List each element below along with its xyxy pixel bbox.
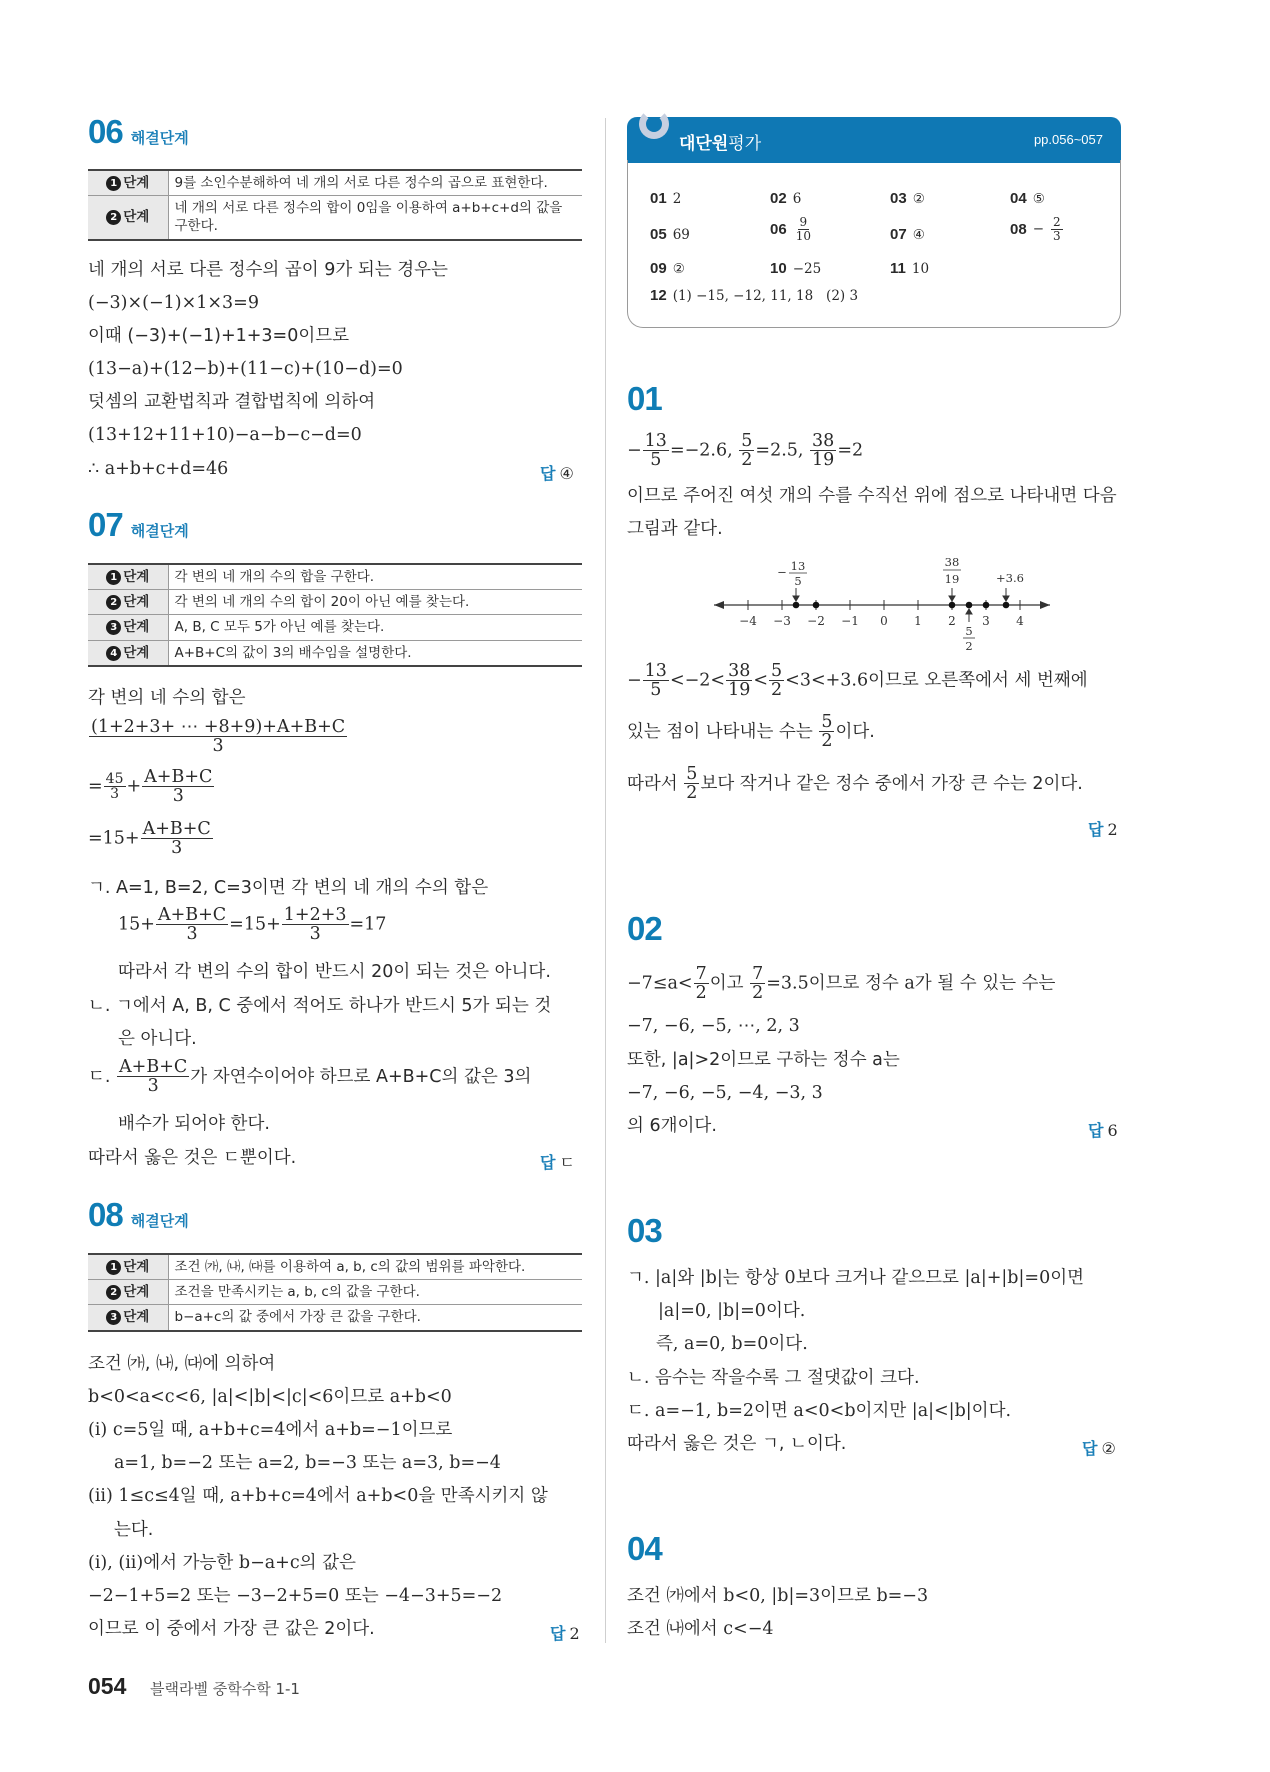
title-rest: 평가 bbox=[728, 134, 762, 154]
r-q02-number: 02 bbox=[627, 910, 662, 947]
fraction: $\frac{7}{2}$ bbox=[695, 964, 707, 1004]
step-text: b−a+c의 값 중에서 가장 큰 값을 구한다. bbox=[174, 1309, 421, 1326]
r-q03-answer bbox=[1082, 1436, 1116, 1459]
fraction bbox=[794, 216, 813, 242]
tick-label: −1 bbox=[841, 614, 859, 628]
tick-label: 3 bbox=[982, 614, 990, 628]
item-value: 69 bbox=[672, 226, 690, 243]
step-number-icon: 2 bbox=[106, 210, 121, 225]
fraction bbox=[769, 662, 784, 700]
denominator: 19 bbox=[812, 450, 835, 471]
r-q02-line3: 또한, |a|>2이므로 구하는 정수 a는 bbox=[627, 1050, 900, 1070]
numerator: 5 bbox=[821, 712, 833, 732]
r-q03-line: ㄱ. |a|와 |b|는 항상 0보다 크거나 같으므로 |a|+|b|=0이면 bbox=[627, 1268, 1085, 1288]
table-row bbox=[88, 1280, 582, 1305]
q08-number: 08 bbox=[88, 1196, 123, 1233]
q07-answer bbox=[540, 1150, 575, 1173]
table-row bbox=[88, 564, 582, 590]
r-q03-line: 즉, a=0, b=0이다. bbox=[656, 1334, 808, 1354]
step-number-icon: 4 bbox=[106, 646, 121, 661]
denominator: 10 bbox=[795, 228, 811, 243]
summary-item bbox=[770, 190, 801, 207]
answer-value: 2 bbox=[1107, 820, 1118, 839]
eq-text: =15+ bbox=[88, 828, 140, 849]
fraction: $\frac{7}{2}$ bbox=[752, 964, 764, 1004]
table-row bbox=[88, 590, 582, 615]
step-label: 단계 bbox=[123, 569, 150, 585]
summary-title bbox=[679, 129, 761, 154]
item-key: 11 bbox=[890, 260, 906, 277]
summary-item bbox=[650, 260, 685, 277]
q07-number: 07 bbox=[88, 506, 123, 543]
r-q03-line: ㄴ. 음수는 작을수록 그 절댓값이 크다. bbox=[627, 1368, 920, 1388]
step-text: A+B+C의 값이 3의 배수임을 설명한다. bbox=[174, 644, 412, 661]
item-value: 6 bbox=[792, 190, 802, 207]
table-row bbox=[88, 1254, 582, 1280]
book-title: 블랙라벨 중학수학 1-1 bbox=[150, 1680, 300, 1698]
q08-line: (i), (ii)에서 가능한 b−a+c의 값은 bbox=[88, 1553, 356, 1573]
svg-text:38: 38 bbox=[944, 555, 960, 569]
r-q03-line: ㄷ. a=−1, b=2이면 a<0<b이지만 |a|<|b|이다. bbox=[627, 1401, 1012, 1421]
step-text: 9를 소인수분해하여 네 개의 서로 다른 정수의 곱으로 표현한다. bbox=[168, 170, 582, 196]
eq-text: =17 bbox=[349, 914, 387, 935]
r-q01-text2: 그림과 같다. bbox=[627, 519, 723, 539]
numerator: 13 bbox=[644, 431, 667, 451]
step-text: A, B, C 모두 5가 아닌 예를 찾는다. bbox=[168, 615, 582, 640]
q07-eq2 bbox=[88, 768, 215, 806]
answer-label: 답 bbox=[550, 1624, 566, 1643]
fraction bbox=[156, 906, 228, 944]
summary-item bbox=[890, 190, 925, 207]
svg-text:−: − bbox=[777, 565, 787, 579]
item-key: 01 bbox=[650, 190, 667, 207]
fraction bbox=[684, 765, 699, 803]
eq-text: ㄷ. bbox=[88, 1066, 111, 1087]
svg-text:2: 2 bbox=[965, 639, 973, 653]
item-sign: − bbox=[1032, 221, 1044, 238]
step-label: 단계 bbox=[123, 1284, 150, 1301]
q07-giyeok-conclusion: 따라서 각 변의 수의 합이 반드시 20이 되는 것은 아니다. bbox=[118, 962, 551, 982]
q06-answer bbox=[540, 461, 574, 484]
fraction bbox=[819, 713, 834, 751]
r-q04-line: 조건 ㈎에서 b<0, |b|=3이므로 b=−3 bbox=[627, 1586, 929, 1606]
answer-value: ④ bbox=[559, 464, 574, 483]
q07-giyeok-line: ㄱ. A=1, B=2, C=3이면 각 변의 네 개의 수의 합은 bbox=[88, 878, 489, 898]
q08-heading bbox=[88, 1196, 189, 1234]
fraction bbox=[104, 772, 126, 802]
item-value: 10 bbox=[911, 260, 930, 277]
denominator: 3 bbox=[171, 838, 183, 859]
r-q02-heading bbox=[627, 910, 662, 948]
q08-line: −2−1+5=2 또는 −3−2+5=0 또는 −4−3+5=−2 bbox=[88, 1586, 503, 1606]
svg-text:13: 13 bbox=[790, 559, 806, 573]
answer-value: ㄷ bbox=[559, 1153, 575, 1172]
fraction bbox=[142, 768, 214, 806]
q08-answer bbox=[550, 1621, 580, 1644]
table-row bbox=[88, 196, 582, 240]
denominator: 5 bbox=[650, 680, 662, 701]
q08-line: 는다. bbox=[114, 1520, 154, 1540]
denominator: 5 bbox=[650, 450, 662, 471]
r-q03-heading bbox=[627, 1212, 662, 1250]
numerator: 1+2+3 bbox=[283, 905, 347, 925]
item-value: ⑤ bbox=[1032, 190, 1045, 207]
fraction bbox=[282, 906, 349, 944]
tick-label: 4 bbox=[1016, 614, 1024, 628]
step-text: 각 변의 네 개의 수의 합이 20이 아닌 예를 찾는다. bbox=[168, 590, 582, 615]
r-q03-line: 따라서 옳은 것은 ㄱ, ㄴ이다. bbox=[627, 1434, 847, 1454]
eq-text: =−2.6, bbox=[669, 440, 733, 461]
summary-item bbox=[650, 226, 690, 243]
item-key: 02 bbox=[770, 190, 787, 207]
item-key: 04 bbox=[1010, 190, 1027, 207]
step-text: 네 개의 서로 다른 정수의 합이 0임을 이용하여 a+b+c+d의 값을 구한다. bbox=[174, 200, 563, 235]
item-key: 03 bbox=[890, 190, 907, 207]
ring-decoration-icon bbox=[639, 109, 669, 139]
eq-text: 이다. bbox=[835, 721, 875, 742]
q07-intro: 각 변의 네 수의 합은 bbox=[88, 688, 246, 708]
summary-header bbox=[627, 117, 1121, 163]
numerator: A+B+C bbox=[142, 819, 211, 839]
denominator: 3 bbox=[309, 924, 321, 945]
r-q01-number: 01 bbox=[627, 380, 662, 417]
fraction bbox=[810, 432, 836, 470]
step-label: 단계 bbox=[123, 209, 150, 226]
answer-label: 답 bbox=[1088, 820, 1104, 839]
eq-text: = bbox=[88, 776, 103, 797]
q07-nieun-line2: 은 아니다. bbox=[118, 1029, 197, 1049]
summary-item bbox=[770, 216, 814, 242]
tick-label: −2 bbox=[807, 614, 825, 628]
item-value: (1) −15, −12, 11, 18 (2) 3 bbox=[672, 287, 859, 304]
q06-steps-table bbox=[88, 169, 582, 241]
q06-line: 네 개의 서로 다른 정수의 곱이 9가 되는 경우는 bbox=[88, 260, 448, 280]
item-key: 07 bbox=[890, 226, 907, 243]
item-value: ④ bbox=[912, 226, 925, 243]
item-key: 05 bbox=[650, 226, 667, 243]
svg-text:5: 5 bbox=[794, 574, 802, 588]
step-label: 단계 bbox=[123, 594, 150, 611]
q06-line: (−3)×(−1)×1×3=9 bbox=[88, 293, 259, 313]
step-text: 각 변의 네 개의 수의 합을 구한다. bbox=[168, 564, 582, 590]
fraction bbox=[726, 662, 752, 700]
r-q01-text1: 이므로 주어진 여섯 개의 수를 수직선 위에 점으로 나타내면 다음 bbox=[627, 486, 1117, 506]
fraction bbox=[643, 662, 669, 700]
numerator: (1+2+3+ ⋯ +8+9)+A+B+C bbox=[91, 717, 346, 737]
q06-label: 해결단계 bbox=[130, 129, 189, 147]
step-number-icon: 3 bbox=[106, 1310, 121, 1325]
denominator: 2 bbox=[686, 783, 698, 804]
q08-steps-table bbox=[88, 1253, 582, 1332]
answer-label: 답 bbox=[540, 1153, 556, 1172]
eq-text: =3.5이므로 정수 a가 될 수 있는 수는 bbox=[766, 973, 1056, 994]
q07-digeut-line1 bbox=[88, 1058, 531, 1096]
eq-text: <−2< bbox=[669, 670, 726, 691]
eq-text: =15+ bbox=[229, 914, 281, 935]
r-q04-number: 04 bbox=[627, 1530, 662, 1567]
svg-text:+3.6: +3.6 bbox=[996, 571, 1024, 585]
summary-item bbox=[1010, 216, 1064, 242]
eq-text: −7≤a< bbox=[627, 973, 693, 994]
eq-text: <3<+3.6이므로 오른쪽에서 세 번째에 bbox=[785, 670, 1088, 691]
page-number: 054 bbox=[88, 1673, 127, 1699]
denominator: 2 bbox=[741, 450, 753, 471]
r-q02-line1 bbox=[627, 965, 1055, 1003]
r-q04-heading bbox=[627, 1530, 662, 1568]
r-q01-text4 bbox=[627, 765, 1083, 803]
q07-nieun-line1: ㄴ. ㄱ에서 A, B, C 중에서 적어도 하나가 반드시 5가 되는 것 bbox=[88, 996, 552, 1016]
step-number-icon: 2 bbox=[106, 595, 121, 610]
tick-label: 2 bbox=[948, 614, 956, 628]
summary-item bbox=[890, 226, 925, 243]
numerator: 5 bbox=[771, 661, 783, 681]
q07-conclusion: 따라서 옳은 것은 ㄷ뿐이다. bbox=[88, 1148, 297, 1168]
denominator: 3 bbox=[172, 786, 184, 807]
svg-text:5: 5 bbox=[965, 624, 973, 638]
q07-digeut-line2: 배수가 되어야 한다. bbox=[118, 1114, 270, 1134]
numerator: 9 bbox=[799, 215, 808, 229]
step-text: 조건 ㈎, ㈏, ㈐를 이용하여 a, b, c의 값의 범위를 파악한다. bbox=[168, 1254, 582, 1280]
item-value: −25 bbox=[792, 260, 822, 277]
step-label: 단계 bbox=[123, 1309, 150, 1326]
item-value: ② bbox=[672, 260, 685, 277]
table-row bbox=[88, 170, 582, 196]
q08-line: b<0<a<c<6, |a|<|b|<|c|<6이므로 a+b<0 bbox=[88, 1387, 452, 1407]
svg-text:19: 19 bbox=[944, 572, 960, 586]
q07-label: 해결단계 bbox=[130, 522, 189, 540]
step-number-icon: 1 bbox=[106, 570, 121, 585]
tick-label: −3 bbox=[773, 614, 791, 628]
fraction bbox=[1051, 216, 1063, 242]
q07-eq1 bbox=[88, 718, 348, 756]
eq-text: 이고 bbox=[709, 973, 744, 994]
table-row bbox=[88, 1305, 582, 1331]
numerator: 38 bbox=[812, 431, 835, 451]
r-q03-line: |a|=0, |b|=0이다. bbox=[658, 1301, 806, 1321]
q08-line: a=1, b=−2 또는 a=2, b=−3 또는 a=3, b=−4 bbox=[114, 1453, 501, 1473]
denominator: 3 bbox=[147, 1076, 159, 1097]
r-q03-number: 03 bbox=[627, 1212, 662, 1249]
fraction bbox=[117, 1058, 189, 1096]
r-q01-answer bbox=[1088, 817, 1118, 840]
denominator: 19 bbox=[728, 680, 751, 701]
answer-label: 답 bbox=[1088, 1121, 1104, 1140]
table-row bbox=[88, 615, 582, 640]
step-label: 단계 bbox=[123, 619, 150, 636]
q06-line: ∴ a+b+c+d=46 bbox=[88, 459, 229, 479]
title-bold: 대단원 bbox=[679, 134, 729, 154]
step-number-icon: 1 bbox=[106, 176, 121, 191]
q08-line: 조건 ㈎, ㈏, ㈐에 의하여 bbox=[88, 1354, 276, 1374]
summary-answers-box bbox=[627, 160, 1121, 328]
column-divider bbox=[605, 118, 606, 1643]
step-text: 조건을 만족시키는 a, b, c의 값을 구한다. bbox=[168, 1280, 582, 1305]
q08-line: 이므로 이 중에서 가장 큰 값은 2이다. bbox=[88, 1619, 375, 1639]
eq-text: =2 bbox=[837, 440, 864, 461]
r-q02-line4: −7, −6, −5, −4, −3, 3 bbox=[627, 1083, 823, 1103]
eq-text: 15+ bbox=[118, 914, 155, 935]
numerator: 5 bbox=[741, 431, 753, 451]
answer-value: ② bbox=[1101, 1439, 1116, 1458]
q06-line: 이때 (−3)+(−1)+1+3=0이므로 bbox=[88, 326, 350, 346]
summary-item bbox=[1010, 190, 1045, 207]
q07-giyeok-eq bbox=[118, 906, 386, 944]
q08-line: (ii) 1≤c≤4일 때, a+b+c=4에서 a+b<0을 만족시키지 않 bbox=[88, 1486, 548, 1506]
fraction bbox=[89, 718, 347, 756]
q06-line: (13+12+11+10)−a−b−c−d=0 bbox=[88, 425, 362, 445]
q07-heading bbox=[88, 506, 189, 544]
fraction bbox=[141, 820, 213, 858]
eq-text: 있는 점이 나타내는 수는 bbox=[627, 721, 813, 742]
q06-line: (13−a)+(12−b)+(11−c)+(10−d)=0 bbox=[88, 359, 403, 379]
answer-value: 6 bbox=[1107, 1121, 1118, 1140]
denominator: 3 bbox=[186, 924, 198, 945]
summary-item bbox=[650, 287, 858, 304]
item-key: 08 bbox=[1010, 220, 1027, 238]
item-value: 2 bbox=[672, 190, 682, 207]
r-q01-inequality: − $\frac{13}{5}$ <−2< $\frac{38}{19}$ < $\frac{5}{2}$ <3<+3.6이므로 오른쪽에서 세 번째에 bbox=[627, 661, 1088, 701]
item-key: 06 bbox=[770, 220, 787, 238]
denominator: 2 bbox=[821, 731, 833, 752]
eq-text: =2.5, bbox=[755, 440, 804, 461]
step-number-icon: 2 bbox=[106, 1285, 121, 1300]
numerator: A+B+C bbox=[144, 767, 213, 787]
fraction bbox=[739, 432, 754, 470]
tick-label: 1 bbox=[914, 614, 922, 628]
item-key: 09 bbox=[650, 260, 667, 277]
summary-item bbox=[890, 260, 929, 277]
denominator: 2 bbox=[771, 680, 783, 701]
denominator: 3 bbox=[1053, 228, 1061, 243]
item-key: 12 bbox=[650, 287, 667, 304]
item-value: ② bbox=[912, 190, 925, 207]
numerator: 5 bbox=[686, 764, 698, 784]
eq-text: 가 자연수이어야 하므로 A+B+C의 값은 3의 bbox=[190, 1066, 532, 1087]
q08-label: 해결단계 bbox=[130, 1212, 189, 1230]
r-q04-line: 조건 ㈏에서 c<−4 bbox=[627, 1619, 774, 1639]
step-number-icon: 3 bbox=[106, 620, 121, 635]
tick-label: −4 bbox=[739, 614, 757, 628]
summary-item bbox=[770, 260, 821, 277]
step-label: 단계 bbox=[123, 175, 150, 191]
r-q01-eq bbox=[627, 432, 863, 470]
step-label: 단계 bbox=[123, 644, 150, 661]
arrow-left-icon bbox=[714, 601, 724, 609]
numerator: A+B+C bbox=[157, 905, 227, 925]
q08-line: (i) c=5일 때, a+b+c=4에서 a+b=−1이므로 bbox=[88, 1420, 453, 1440]
r-q02-answer bbox=[1088, 1118, 1118, 1141]
item-key: 10 bbox=[770, 260, 787, 277]
r-q02-line2: −7, −6, −5, ⋯, 2, 3 bbox=[627, 1016, 800, 1036]
q06-line: 덧셈의 교환법칙과 결합법칙에 의하여 bbox=[88, 392, 376, 412]
q06-number: 06 bbox=[88, 113, 123, 150]
numerator: 2 bbox=[1053, 215, 1061, 229]
fraction bbox=[643, 432, 669, 470]
r-q01-heading bbox=[627, 380, 662, 418]
eq-text: 따라서 bbox=[627, 773, 678, 794]
table-row bbox=[88, 640, 582, 666]
step-number-icon: 1 bbox=[106, 1260, 121, 1275]
answer-label: 답 bbox=[1082, 1439, 1098, 1458]
summary-item bbox=[650, 190, 681, 207]
numerator: A+B+C bbox=[119, 1057, 188, 1077]
r-q02-line5: 의 6개이다. bbox=[627, 1116, 717, 1136]
eq-text: − bbox=[627, 440, 642, 461]
tick-label: 0 bbox=[880, 614, 888, 628]
denominator: 3 bbox=[110, 786, 120, 803]
eq-text: < bbox=[753, 670, 769, 691]
denominator: 3 bbox=[212, 736, 224, 757]
q07-steps-table bbox=[88, 563, 582, 667]
eq-text: + bbox=[126, 776, 142, 797]
numerator: 45 bbox=[105, 770, 124, 787]
step-label: 단계 bbox=[123, 1259, 150, 1275]
q07-eq3 bbox=[88, 820, 214, 858]
arrow-right-icon bbox=[1040, 601, 1050, 609]
numerator: 13 bbox=[644, 661, 667, 681]
eq-text: 보다 작거나 같은 정수 중에서 가장 큰 수는 2이다. bbox=[700, 773, 1083, 794]
number-line-diagram bbox=[700, 548, 1060, 658]
r-q01-text3 bbox=[627, 713, 875, 751]
numerator: 38 bbox=[728, 661, 751, 681]
summary-pages: pp.056~057 bbox=[1033, 132, 1103, 147]
answer-value: 2 bbox=[569, 1624, 580, 1643]
q06-heading bbox=[88, 113, 189, 151]
answer-label: 답 bbox=[540, 464, 556, 483]
